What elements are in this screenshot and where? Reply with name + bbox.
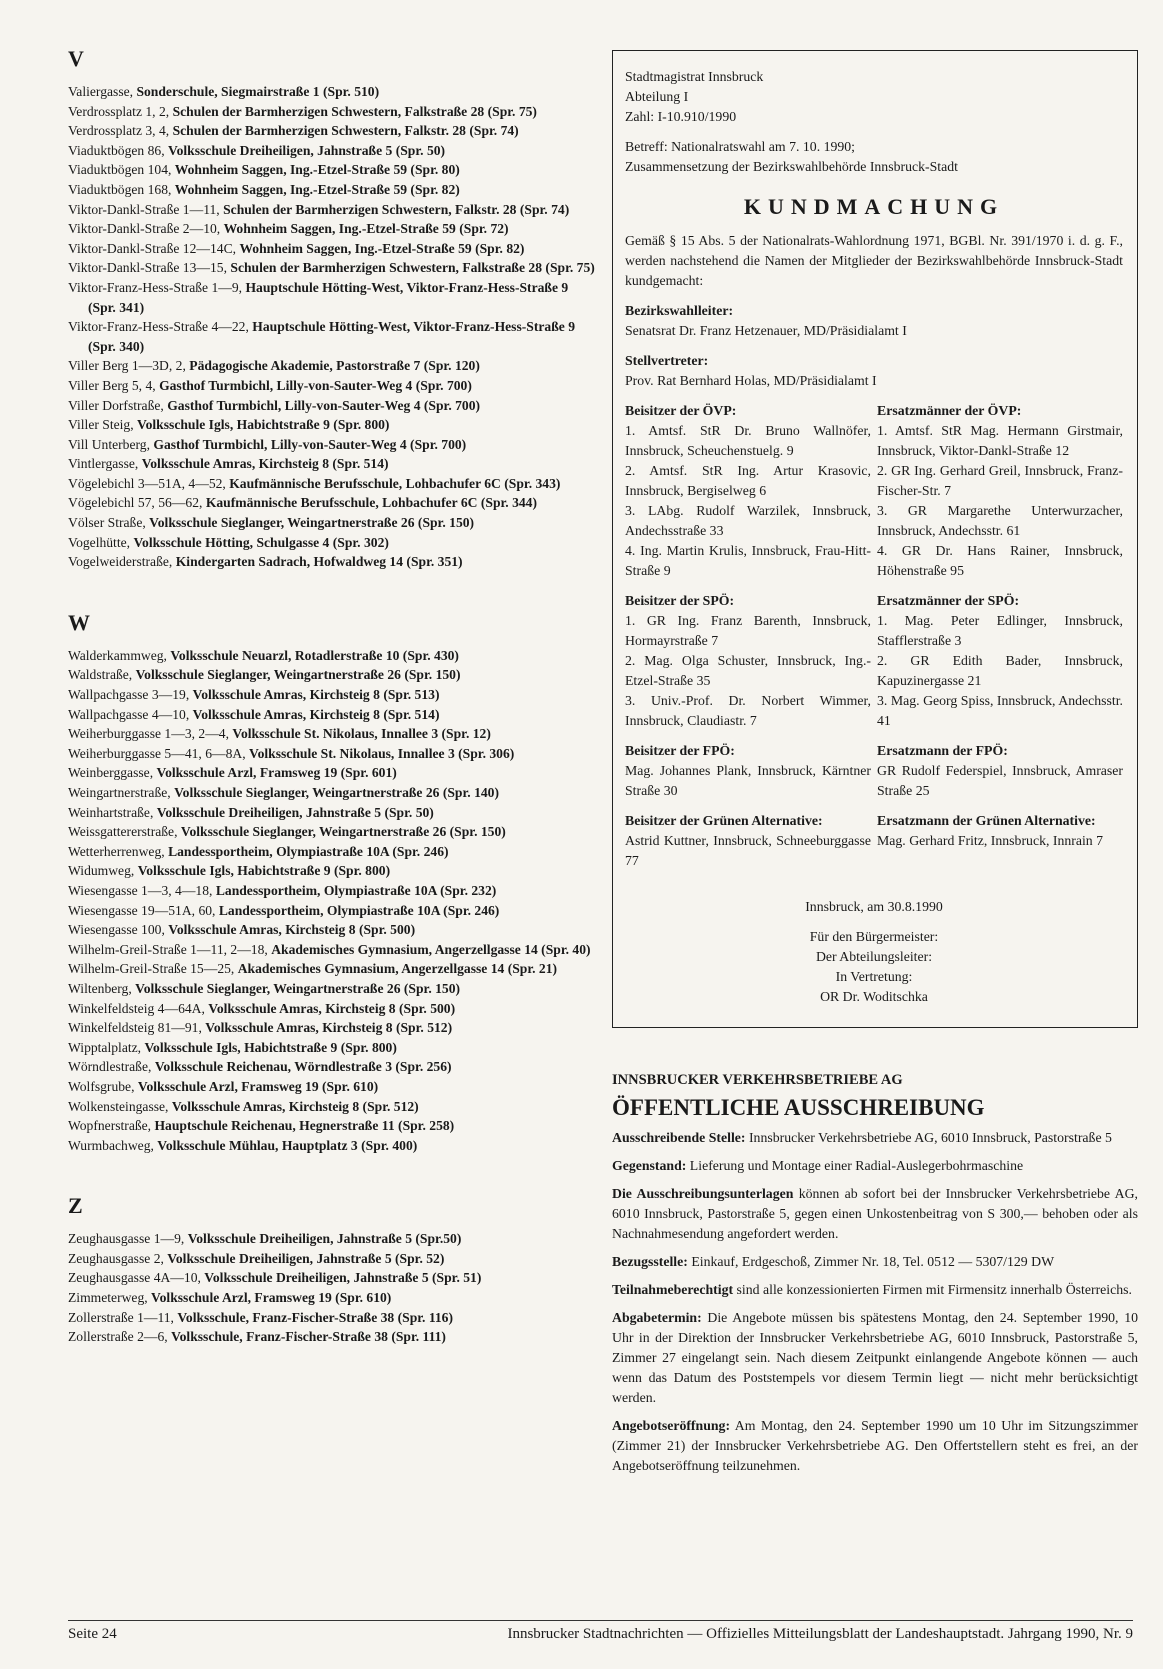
leiter-name: Senatsrat Dr. Franz Hetzenauer, MD/Präsidialamt I [625,323,907,338]
member-entry: 1. Mag. Peter Edlinger, Innsbruck, Stafflerstraße 3 [877,613,1123,648]
index-entry [68,1077,596,1097]
ersatz-column [877,811,1123,871]
index-entry [68,1327,596,1347]
polling-station: Volksschule Dreiheiligen, Jahnstraße 5 (Spr. 51) [204,1270,482,1286]
letter-heading-v: V [68,46,84,71]
polling-station: Volksschule Sieglanger, Weingartnerstraße 26 (Spr. 150) [180,824,506,840]
party-label: Ersatzmänner der ÖVP: [877,403,1022,418]
department: Abteilung I [625,89,689,104]
polling-station: Gasthof Turmbichl, Lilly-von-Sauter-Weg 4 (Spr. 700) [159,377,472,393]
polling-station: Kaufmännische Berufsschule, Lohbachufer 6C (Spr. 343) [229,475,561,491]
street-name: Viktor-Dankl-Straße 2—10, [68,221,224,237]
index-entry [68,783,596,803]
member-entry: 4. GR Dr. Hans Rainer, Innsbruck, Höhenstraße 95 [877,543,1123,578]
index-entry [68,200,596,220]
street-name: Zeughausgasse 1—9, [68,1231,188,1247]
street-name: Viller Dorfstraße, [68,397,168,413]
street-name: Weiherburggasse 5—41, 6—8A, [68,745,250,761]
street-name: Wallpachgasse 3—19, [68,687,193,703]
member-entry: 2. GR Edith Bader, Innsbruck, Kapuzinergasse 21 [877,653,1123,688]
street-name: Weingartnerstraße, [68,785,175,800]
street-name: Viktor-Dankl-Straße 13—15, [68,260,231,276]
index-entry [68,803,596,823]
street-name: Wopfnerstraße, [68,1118,155,1134]
index-entry [68,533,596,553]
polling-station: Volksschule Igls, Habichtstraße 9 (Spr. 800) [137,417,390,433]
party-label: Beisitzer der FPÖ: [625,743,735,758]
ausschreibung-paragraph [612,1308,1138,1408]
ausschreibung-paragraphs [612,1128,1138,1476]
street-name: Wiltenberg, [68,980,136,996]
index-entry [68,842,596,862]
index-list-z [68,1229,596,1347]
street-name: Völser Straße, [68,515,150,531]
company-name: INNSBRUCKER VERKEHRSBETRIEBE AG [612,1072,903,1088]
paragraph-label: Abgabetermin: [612,1310,702,1325]
subject-line-2: Zusammensetzung der Bezirkswahlbehörde Innsbruck-Stadt [625,159,958,174]
polling-station: Wohnheim Saggen, Ing.-Etzel-Straße 59 (Spr. 72) [223,221,509,237]
street-name: Viktor-Dankl-Straße 12—14C, [68,240,240,256]
street-name: Wallpachgasse 4—10, [68,706,193,722]
street-name: Zimmeterweg, [68,1290,152,1306]
intro-text: Gemäß § 15 Abs. 5 der Nationalrats-Wahlordnung 1971, BGBl. Nr. 391/1970 i. d. g. F., werden nachstehend die Namen der Mitglieder der Bezirkswahlbehörde Innsbruck-Stadt kundgemacht: [625,233,1123,288]
street-name: Wiesengasse 19—51A, 60, [68,902,219,918]
index-entry [68,901,596,921]
street-name: Wolfsgrube, [68,1078,138,1094]
page-number: Seite 24 [68,1626,117,1642]
leiter-label: Bezirkswahlleiter: [625,303,734,318]
polling-station: Gasthof Turmbichl, Lilly-von-Sauter-Weg 4 (Spr. 700) [167,397,481,413]
polling-station: Volksschule Dreiheiligen, Jahnstraße 5 (Spr. 50) [168,142,446,158]
index-entry [68,239,596,259]
index-entry [68,999,596,1019]
index-entry [68,160,596,180]
ausschreibung-title: ÖFFENTLICHE AUSSCHREIBUNG [612,1095,985,1120]
index-entry [68,435,596,455]
street-name: Viller Berg 1—3D, 2, [68,358,190,374]
polling-station: Kindergarten Sadrach, Hofwaldweg 14 (Spr. 351) [175,554,463,570]
polling-station: Volksschule Sieglanger, Weingartnerstraße 26 (Spr. 150) [149,515,475,531]
ausschreibung-paragraph [612,1416,1138,1476]
subject-line-1: Betreff: Nationalratswahl am 7. 10. 1990; [625,139,856,154]
member-entry: GR Rudolf Federspiel, Innsbruck, Amraser Straße 25 [877,763,1123,798]
polling-station: Schulen der Barmherzigen Schwestern, Falkstraße 28 (Spr. 75) [230,260,595,276]
member-entry: 3. GR Margarethe Unterwurzacher, Innsbruck, Andechsstr. 61 [877,503,1123,538]
member-entry: 1. Amtsf. StR Mag. Hermann Girstmair, Innsbruck, Viktor-Dankl-Straße 12 [877,423,1123,458]
index-entry [68,219,596,239]
index-entry [68,102,596,122]
right-column [612,50,1138,1484]
member-entry: 3. Univ.-Prof. Dr. Norbert Wimmer, Innsbruck, Claudiastr. 7 [625,693,871,728]
index-entry [68,1038,596,1058]
paragraph-label: Teilnahmeberechtigt [612,1282,734,1297]
polling-station: Gasthof Turmbichl, Lilly-von-Sauter-Weg 4 (Spr. 700) [153,436,467,452]
index-entry [68,959,596,979]
signature-line-2: Der Abteilungsleiter: [815,949,933,964]
party-label: Ersatzmann der Grünen Alternative: [877,813,1096,828]
index-entry [68,665,596,685]
reference-number: Zahl: I-10.910/1990 [625,109,737,124]
member-block [625,591,1123,731]
beisitzer-column [625,591,871,731]
signature-line-4: OR Dr. Woditschka [820,989,928,1004]
index-entry [68,82,596,102]
index-entry [68,376,596,396]
polling-station: Volksschule Dreiheiligen, Jahnstraße 5 (Spr. 50) [156,804,434,820]
authority: Stadtmagistrat Innsbruck [625,69,764,84]
index-entry [68,278,596,317]
member-entry: 4. Ing. Martin Krulis, Innsbruck, Frau-Hitt-Straße 9 [625,543,871,578]
ersatz-column [877,401,1123,581]
polling-station: Volksschule Sieglanger, Weingartnerstraße 26 (Spr. 150) [135,667,461,683]
members-grid [625,401,1123,871]
stv-name: Prov. Rat Bernhard Holas, MD/Präsidialamt I [625,373,877,388]
member-entry: 2. Amtsf. StR Ing. Artur Krasovic, Innsbruck, Bergiselweg 6 [625,463,871,498]
polling-station: Volksschule Sieglanger, Weingartnerstraße 26 (Spr. 140) [174,785,499,800]
polling-station: Volksschule Amras, Kirchsteig 8 (Spr. 513) [192,687,440,703]
street-name: Zollerstraße 2—6, [68,1329,172,1345]
polling-station: Volksschule Amras, Kirchsteig 8 (Spr. 512) [205,1020,453,1036]
street-name: Viktor-Franz-Hess-Straße 4—22, [68,319,253,335]
member-entry: 2. GR Ing. Gerhard Greil, Innsbruck, Franz-Fischer-Str. 7 [877,463,1123,498]
street-name: Wiesengasse 100, [68,922,169,938]
index-entry [68,1116,596,1136]
street-name: Viaduktbögen 104, [68,162,175,178]
polling-station: Volksschule Amras, Kirchsteig 8 (Spr. 500) [168,922,416,938]
index-entry [68,763,596,783]
street-name: Verdrossplatz 1, 2, [68,103,173,119]
polling-station: Volksschule Dreiheiligen, Jahnstraße 5 (Spr. 52) [167,1250,445,1266]
street-name: Vill Unterberg, [68,436,154,452]
street-name: Valiergasse, [68,84,137,99]
polling-station: Volksschule, Franz-Fischer-Straße 38 (Spr. 116) [177,1309,454,1325]
index-entry [68,881,596,901]
paragraph-label: Gegenstand: [612,1158,687,1173]
ersatz-column [877,741,1123,801]
index-entry [68,180,596,200]
street-name: Winkelfeldsteig 4—64A, [68,1000,209,1016]
street-name: Walderkammweg, [68,647,171,663]
street-name: Viller Steig, [68,417,138,433]
street-name: Wipptalplatz, [68,1039,145,1055]
index-entry [68,685,596,705]
signature-line-1: Für den Bürgermeister: [809,929,939,944]
street-name: Viktor-Dankl-Straße 1—11, [68,201,224,217]
member-block [625,811,1123,871]
polling-station: Volksschule Mühlau, Hauptplatz 3 (Spr. 400) [157,1137,418,1153]
polling-station: Volksschule Amras, Kirchsteig 8 (Spr. 500) [208,1000,456,1016]
index-entry [68,1288,596,1308]
index-entry [68,1136,596,1156]
index-entry [68,979,596,999]
ausschreibung-paragraph [612,1280,1138,1300]
beisitzer-column [625,741,871,801]
index-entry [68,552,596,572]
polling-station: Akademisches Gymnasium, Angerzellgasse 14 (Spr. 21) [237,961,558,977]
beisitzer-column [625,401,871,581]
paragraph-text: Innsbrucker Verkehrsbetriebe AG, 6010 Innsbruck, Pastorstraße 5 [745,1130,1112,1145]
polling-station: Volksschule Neuarzl, Rotadlerstraße 10 (Spr. 430) [170,647,459,663]
member-entry: Mag. Johannes Plank, Innsbruck, Kärntner Straße 30 [625,763,871,798]
polling-station: Volksschule, Franz-Fischer-Straße 38 (Spr. 111) [171,1329,446,1345]
paragraph-text: können ab sofort bei der Innsbrucker Verkehrsbetriebe AG, 6010 Innsbruck, Pastorstraße 5, gegen einen Unkostenbeitrag von S 300,— behoben oder als Nachnahmesendung angefordert werden. [612,1186,1138,1241]
polling-station: Volksschule Arzl, Framsweg 19 (Spr. 610) [151,1290,392,1306]
polling-station: Kaufmännische Berufsschule, Lohbachufer 6C (Spr. 344) [205,495,538,511]
index-list-v [68,82,596,572]
street-name: Viktor-Franz-Hess-Straße 1—9, [68,279,246,295]
index-entry [68,474,596,494]
street-name: Viaduktbögen 86, [68,142,168,158]
member-entry: 3. LAbg. Rudolf Warzilek, Innsbruck, Andechsstraße 33 [625,503,871,538]
street-name: Widumweg, [68,863,138,879]
index-entry [68,121,596,141]
paragraph-label: Bezugsstelle: [612,1254,688,1269]
index-entry [68,141,596,161]
party-label: Beisitzer der ÖVP: [625,403,737,418]
index-entry [68,317,596,356]
street-name: Weinhartstraße, [68,804,157,820]
stv-label: Stellvertreter: [625,353,709,368]
index-entry [68,415,596,435]
street-name: Wörndlestraße, [68,1059,155,1075]
street-index [68,46,596,1347]
polling-station: Volksschule Igls, Habichtstraße 9 (Spr. 800) [144,1039,397,1055]
polling-station: Akademisches Gymnasium, Angerzellgasse 14 (Spr. 40) [271,941,591,957]
footer-title: Innsbrucker Stadtnachrichten — Offizielles Mitteilungsblatt der Landeshauptstadt. Jahrgang 1990, Nr. 9 [507,1626,1133,1642]
polling-station: Volksschule Dreiheiligen, Jahnstraße 5 (Spr.50) [187,1231,462,1247]
street-name: Viller Berg 5, 4, [68,377,160,393]
letter-heading-z: Z [68,1193,83,1219]
polling-station: Volksschule Amras, Kirchsteig 8 (Spr. 514) [192,706,440,722]
kundmachung-box [612,50,1138,1028]
paragraph-text: Die Angebote müssen bis spätestens Montag, den 24. September 1990, 10 Uhr in der Direktion der Innsbrucker Verkehrsbetriebe AG, 6010 Innsbruck, Pastorstraße 5, Zimmer 27 eingelangt sein. Nach diesem Zeitpunkt einlangende Angebote können — auch wenn das Datum des Poststempels vor diesem Termin liegt — nicht mehr berücksichtigt werden. [612,1310,1138,1405]
signature-line-3: In Vertretung: [835,969,913,984]
polling-station: Schulen der Barmherzigen Schwestern, Falkstr. 28 (Spr. 74) [223,201,570,217]
polling-station: Pädagogische Akademie, Pastorstraße 7 (Spr. 120) [189,358,480,374]
street-name: Zollerstraße 1—11, [68,1309,178,1325]
polling-station: Volksschule Amras, Kirchsteig 8 (Spr. 512) [171,1098,419,1114]
index-list-w [68,646,596,1155]
paragraph-label: Ausschreibende Stelle: [612,1130,746,1145]
date-line: Innsbruck, am 30.8.1990 [805,899,943,914]
member-entry: Mag. Gerhard Fritz, Innsbruck, Innrain 7 [877,833,1104,848]
street-name: Vögelebichl 3—51A, 4—52, [68,475,230,491]
index-entry [68,1249,596,1269]
kundmachung-title: KUNDMACHUNG [743,194,1005,219]
street-name: Vintlergasse, [68,456,142,472]
index-entry [68,646,596,666]
member-entry: 2. Mag. Olga Schuster, Innsbruck, Ing.-Etzel-Straße 35 [625,653,871,688]
polling-station: Volksschule Arzl, Framsweg 19 (Spr. 601) [156,765,397,781]
polling-station: Schulen der Barmherzigen Schwestern, Falkstraße 28 (Spr. 75) [172,103,537,119]
ausschreibung-paragraph [612,1252,1138,1272]
ersatz-column [877,591,1123,731]
polling-station: Landessportheim, Olympiastraße 10A (Spr. 232) [215,882,497,898]
polling-station: Volksschule Hötting, Schulgasse 4 (Spr. 302) [133,534,389,550]
member-entry: 1. GR Ing. Franz Barenth, Innsbruck, Hormayrstraße 7 [625,613,871,648]
polling-station: Landessportheim, Olympiastraße 10A (Spr. 246) [218,902,500,918]
street-name: Zeughausgasse 4A—10, [68,1270,205,1286]
index-entry [68,1308,596,1328]
index-entry [68,454,596,474]
street-name: Winkelfeldsteig 81—91, [68,1020,206,1036]
polling-station: Volksschule Arzl, Framsweg 19 (Spr. 610) [137,1078,379,1094]
street-name: Viaduktbögen 168, [68,181,175,197]
polling-station: Volksschule Amras, Kirchsteig 8 (Spr. 514) [141,456,389,472]
ausschreibung-paragraph [612,1184,1138,1244]
letter-heading-w: W [68,609,90,635]
index-entry [68,493,596,513]
index-entry [68,396,596,416]
street-name: Weiherburggasse 1—3, 2—4, [68,726,233,742]
paragraph-text: Einkauf, Erdgeschoß, Zimmer Nr. 18, Tel. 0512 — 5307/129 DW [687,1254,1055,1269]
street-name: Weissgattererstraße, [68,824,181,840]
paragraph-label: Angebotseröffnung: [612,1418,731,1433]
index-entry [68,258,596,278]
index-entry [68,920,596,940]
street-name: Wetterherrenweg, [68,843,169,859]
member-entry: 1. Amtsf. StR Dr. Bruno Wallnöfer, Innsbruck, Scheuchenstuelg. 9 [625,423,871,458]
index-entry [68,1229,596,1249]
street-name: Verdrossplatz 3, 4, [68,123,173,139]
paragraph-text: Am Montag, den 24. September 1990 um 10 Uhr im Sitzungszimmer (Zimmer 21) der Innsbrucker Verkehrsbetriebe AG. Den Offertstellern steht es frei, an der Angebotseröffnung teilzunehmen. [612,1418,1138,1473]
member-entry: 3. Mag. Georg Spiss, Innsbruck, Andechsstr. 41 [877,693,1123,728]
street-name: Wiesengasse 1—3, 4—18, [68,882,216,898]
polling-station: Volksschule Reichenau, Wörndlestraße 3 (Spr. 256) [154,1059,452,1075]
polling-station: Wohnheim Saggen, Ing.-Etzel-Straße 59 (Spr. 80) [174,162,460,178]
polling-station: Sonderschule, Siegmairstraße 1 (Spr. 510) [136,84,380,99]
polling-station: Wohnheim Saggen, Ing.-Etzel-Straße 59 (Spr. 82) [239,240,525,256]
index-entry [68,1057,596,1077]
street-name: Vogelweiderstraße, [68,554,176,570]
ausschreibung-section [612,1070,1138,1476]
member-block [625,401,1123,581]
street-name: Zeughausgasse 2, [68,1250,168,1266]
index-entry [68,822,596,842]
index-entry [68,1268,596,1288]
street-name: Weinberggasse, [68,765,157,781]
street-name: Wolkensteingasse, [68,1098,172,1114]
ausschreibung-paragraph [612,1128,1138,1148]
index-entry [68,940,596,960]
index-entry [68,1097,596,1117]
street-name: Waldstraße, [68,667,136,683]
polling-station: Volksschule St. Nikolaus, Innallee 3 (Spr. 306) [249,745,515,761]
paragraph-text: Lieferung und Montage einer Radial-Auslegerbohrmaschine [686,1158,1024,1173]
party-label: Ersatzmann der FPÖ: [877,743,1008,758]
paragraph-text: sind alle konzessionierten Firmen mit Firmensitz innerhalb Österreichs. [733,1282,1132,1297]
index-entry [68,861,596,881]
party-label: Ersatzmänner der SPÖ: [877,593,1020,608]
street-name: Vogelhütte, [68,534,134,550]
index-entry [68,705,596,725]
index-entry [68,1018,596,1038]
polling-station: Hauptschule Hötting-West, Viktor-Franz-Hess-Straße 9 (Spr. 340) [88,319,575,354]
polling-station: Hauptschule Hötting-West, Viktor-Franz-Hess-Straße 9 (Spr. 341) [88,279,569,315]
street-name: Vögelebichl 57, 56—62, [68,495,206,511]
polling-station: Hauptschule Reichenau, Hegnerstraße 11 (Spr. 258) [154,1118,455,1134]
index-entry [68,513,596,533]
street-name: Wurmbachweg, [68,1137,158,1153]
party-label: Beisitzer der SPÖ: [625,593,735,608]
polling-station: Landessportheim, Olympiastraße 10A (Spr. 246) [168,843,449,859]
index-entry [68,356,596,376]
paragraph-label: Die Ausschreibungsunterlagen [612,1186,794,1201]
polling-station: Volksschule Igls, Habichtstraße 9 (Spr. 800) [137,863,391,879]
street-name: Wilhelm-Greil-Straße 1—11, 2—18, [68,941,272,957]
party-label: Beisitzer der Grünen Alternative: [625,813,823,828]
index-entry [68,744,596,764]
ausschreibung-paragraph [612,1156,1138,1176]
member-block [625,741,1123,801]
beisitzer-column [625,811,871,871]
polling-station: Schulen der Barmherzigen Schwestern, Falkstr. 28 (Spr. 74) [172,123,519,139]
street-name: Wilhelm-Greil-Straße 15—25, [68,961,238,977]
polling-station: Volksschule Sieglanger, Weingartnerstraße 26 (Spr. 150) [135,980,461,996]
polling-station: Volksschule St. Nikolaus, Innallee 3 (Spr. 12) [232,726,491,742]
page-footer [68,1620,1133,1643]
index-entry [68,724,596,744]
polling-station: Wohnheim Saggen, Ing.-Etzel-Straße 59 (Spr. 82) [174,181,460,197]
member-entry: Astrid Kuttner, Innsbruck, Schneeburggasse 77 [625,833,871,868]
